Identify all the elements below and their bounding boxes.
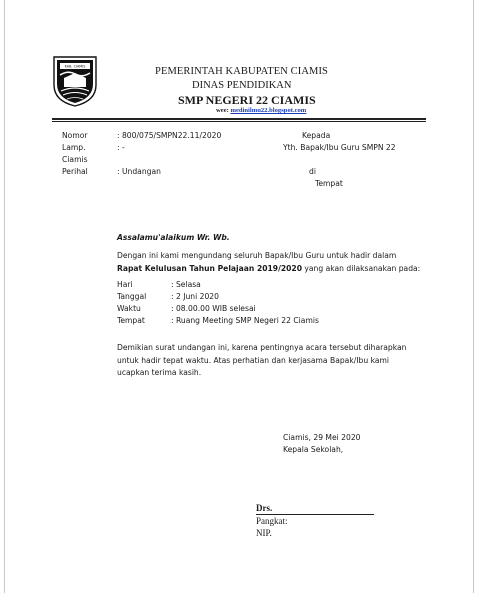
recipient-name: Yth. Bapak/Ibu Guru SMPN 22 — [283, 143, 396, 152]
letterhead-rule-thin — [52, 121, 426, 122]
signatory-nip: NIP. — [256, 528, 272, 538]
header-school: SMP NEGERI 22 CIAMIS — [178, 93, 316, 107]
header-department: DINAS PENDIDIKAN — [192, 80, 292, 91]
detail-label: Hari — [117, 280, 133, 289]
signature-title: Kepala Sekolah, — [283, 445, 344, 454]
detail-label: Tempat — [117, 316, 145, 325]
closing-paragraph: Demikian surat undangan ini, karena pentingnya acara tersebut diharapkan untuk hadir tepat waktu. Atas perhatian dan kerjasama Bapak/Ibu kami ucapkan terima kasih. — [117, 343, 407, 377]
detail-value: : 08.00.00 WIB selesai — [171, 304, 256, 313]
website-link[interactable]: medinilmu22.blogspot.com — [230, 107, 307, 114]
signatory-name: Drs. — [256, 503, 273, 513]
svg-text:KAB. CIAMIS: KAB. CIAMIS — [64, 64, 86, 69]
detail-label: Tanggal — [117, 292, 147, 301]
header-website — [216, 107, 306, 114]
ciamis-label: Ciamis — [62, 155, 88, 164]
intro-paragraph — [117, 250, 422, 275]
letterhead-rule-thick — [52, 118, 426, 120]
lamp-label: Lamp. — [62, 143, 86, 152]
detail-value: : Ruang Meeting SMP Negeri 22 Ciamis — [171, 316, 319, 325]
nomor-label: Nomor — [62, 131, 88, 140]
greeting: Assalamu'alaikum Wr. Wb. — [117, 233, 230, 242]
signature-place-date: Ciamis, 29 Mei 2020 — [283, 433, 361, 442]
signatory-rank: Pangkat: — [256, 516, 288, 526]
header-government: PEMERINTAH KABUPATEN CIAMIS — [155, 66, 328, 77]
meeting-title: Rapat Kelulusan Tahun Pelajaan 2019/2020 — [117, 263, 302, 273]
regency-emblem — [52, 55, 98, 107]
signature-underline — [256, 514, 374, 515]
perihal-value: : Undangan — [117, 167, 161, 176]
intro-text-after: yang akan dilaksanakan pada: — [302, 263, 421, 273]
detail-value: : Selasa — [171, 280, 201, 289]
recipient-di: di — [309, 167, 316, 176]
website-label: wee: — [216, 107, 229, 114]
perihal-label: Perihal — [62, 167, 88, 176]
nomor-value: : 800/075/SMPN22.11/2020 — [117, 131, 222, 140]
recipient-kepada: Kepada — [302, 131, 331, 140]
detail-value: : 2 Juni 2020 — [171, 292, 219, 301]
detail-label: Waktu — [117, 304, 141, 313]
intro-text-before: Dengan ini kami mengundang seluruh Bapak/Ibu Guru untuk hadir dalam — [117, 251, 397, 260]
recipient-place: Tempat — [315, 179, 343, 188]
lamp-value: : - — [117, 143, 125, 152]
